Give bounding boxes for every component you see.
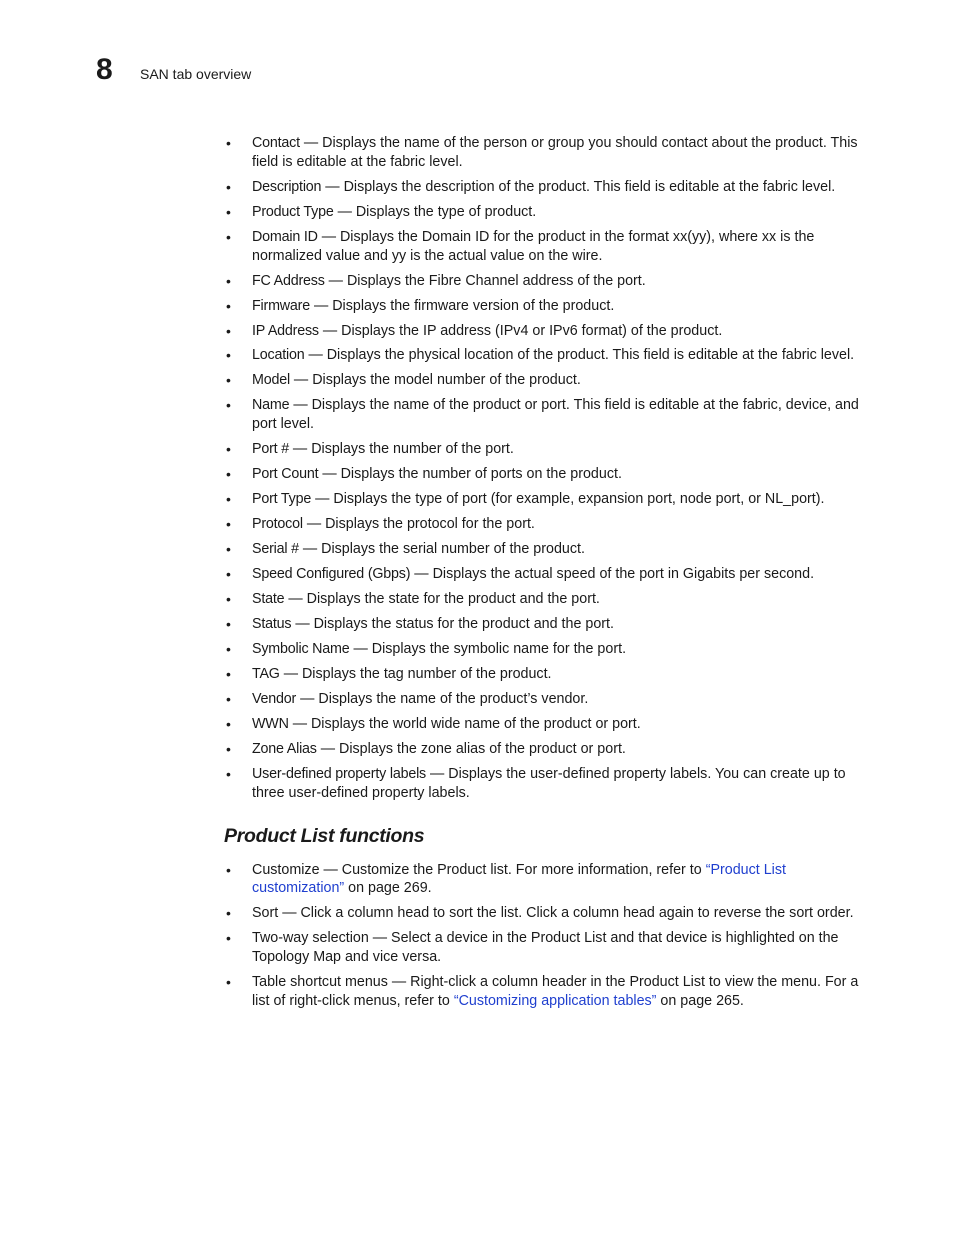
property-item [224, 515, 874, 534]
property-description: Displays the number of the port. [311, 441, 514, 458]
property-term: Speed Configured (Gbps) [252, 566, 411, 583]
property-term: Firmware [252, 297, 310, 314]
running-head: SAN tab overview [140, 66, 252, 82]
property-separator: — [288, 441, 312, 458]
function-text-tail: on page 265. [656, 992, 744, 1009]
property-separator: — [299, 135, 323, 151]
property-description: Displays the protocol for the port. [325, 516, 535, 533]
property-item [224, 465, 874, 484]
property-separator: — [291, 616, 314, 633]
bullet-icon: • [226, 135, 231, 151]
property-separator: — [296, 691, 319, 708]
bullet-icon: • [226, 228, 231, 245]
property-item [224, 272, 874, 291]
property-separator: — [318, 322, 342, 339]
property-term: Status [252, 616, 292, 633]
function-item [224, 861, 874, 899]
property-description: Displays the world wide name of the product or port. [310, 716, 641, 733]
bullet-icon: • [226, 930, 231, 947]
property-separator: — [289, 397, 312, 414]
property-term: Vendor [252, 691, 297, 708]
function-item [224, 973, 874, 1011]
property-term: Protocol [252, 516, 303, 533]
property-item [224, 690, 874, 709]
bullet-icon: • [226, 466, 231, 483]
bullet-icon: • [226, 861, 231, 878]
cross-reference-link[interactable]: “Customizing application tables” [453, 992, 657, 1009]
property-item [224, 440, 874, 459]
property-item [224, 134, 874, 172]
property-separator: — [304, 347, 327, 364]
function-item [224, 929, 874, 967]
chapter-number: 8 [96, 53, 113, 86]
property-separator: — [333, 203, 356, 220]
property-separator: — [318, 466, 341, 483]
bullet-icon: • [226, 974, 231, 991]
property-separator: — [298, 541, 322, 558]
bullet-icon: • [226, 616, 231, 633]
property-description: Displays the status for the product and the port. [313, 616, 614, 633]
property-description: Displays the name of the product or port. This field is editable at the fabric, device, and port level. [252, 397, 859, 433]
bullet-icon: • [226, 716, 231, 733]
property-description: Displays the physical location of the product. This field is editable at the fabric level. [326, 347, 855, 364]
function-text: Customize — Customize the Product list. For more information, refer to [252, 861, 706, 878]
property-term: User-defined property labels [252, 766, 426, 783]
bullet-icon: • [226, 397, 231, 414]
property-item [224, 178, 874, 197]
property-description: Displays the name of the product’s vendor. [318, 691, 589, 708]
property-term: Port # [252, 441, 289, 458]
property-separator: — [279, 666, 302, 683]
property-term: Product Type [252, 203, 334, 220]
property-description: Displays the number of ports on the product. [340, 466, 622, 483]
property-separator: — [284, 591, 307, 608]
property-item [224, 615, 874, 634]
property-description: Displays the user-defined property labels. You can create up to three user-defined property labels. [252, 766, 846, 801]
function-text: Sort — Click a column head to sort the list. Click a column head again to reverse the sort order. [252, 905, 854, 922]
property-separator: — [316, 741, 340, 758]
property-item [224, 590, 874, 609]
property-item [224, 297, 874, 316]
bullet-icon: • [226, 491, 231, 508]
property-description: Displays the Domain ID for the product in the format xx(yy), where xx is the normalized value and yy is the actual value on the wire. [252, 228, 815, 264]
function-list [224, 861, 874, 1011]
property-term: Port Type [252, 491, 312, 508]
property-description: Displays the type of port (for example, expansion port, node port, or NL_port). [333, 491, 825, 508]
section-title: Product List functions [224, 824, 425, 847]
property-separator: — [324, 272, 347, 289]
property-term: Domain ID [252, 228, 318, 245]
bullet-icon: • [226, 641, 231, 658]
bullet-icon: • [226, 347, 231, 364]
bullet-icon: • [226, 541, 231, 558]
property-separator: — [426, 766, 449, 783]
property-description: Displays the state for the product and the port. [306, 591, 600, 608]
property-description: Displays the description of the product. This field is editable at the fabric level. [343, 178, 836, 195]
property-item [224, 665, 874, 684]
property-term: State [252, 591, 285, 608]
property-item [224, 228, 874, 266]
bullet-icon: • [226, 178, 231, 195]
bullet-icon: • [226, 591, 231, 608]
bullet-icon: • [226, 741, 231, 758]
property-list [224, 134, 874, 803]
property-item [224, 565, 874, 584]
bullet-icon: • [226, 691, 231, 708]
property-term: Serial # [252, 541, 299, 558]
property-term: Zone Alias [252, 741, 317, 758]
property-description: Displays the IP address (IPv4 or IPv6 format) of the product. [341, 322, 723, 339]
property-term: TAG [252, 666, 280, 683]
property-separator: — [289, 372, 313, 389]
property-separator: — [410, 566, 433, 583]
property-term: Location [252, 347, 305, 364]
property-description: Displays the symbolic name for the port. [371, 641, 627, 658]
bullet-icon: • [226, 322, 231, 339]
property-description: Displays the actual speed of the port in Gigabits per second. [432, 566, 815, 583]
page-body [224, 134, 874, 1017]
property-item [224, 715, 874, 734]
property-separator: — [302, 516, 326, 533]
property-term: IP Address [252, 322, 319, 339]
function-text-tail: on page 269. [344, 880, 432, 897]
bullet-icon: • [226, 516, 231, 533]
property-separator: — [311, 491, 334, 508]
property-separator: — [321, 178, 344, 195]
property-separator: — [349, 641, 372, 658]
bullet-icon: • [226, 297, 231, 314]
property-item [224, 396, 874, 434]
property-separator: — [317, 228, 340, 245]
bullet-icon: • [226, 666, 231, 683]
property-description: Displays the model number of the product. [312, 372, 581, 389]
property-term: Symbolic Name [252, 641, 350, 658]
property-term: Port Count [252, 466, 319, 483]
property-item [224, 203, 874, 222]
property-term: Contact [252, 135, 300, 151]
property-item [224, 322, 874, 341]
bullet-icon: • [226, 766, 231, 783]
property-item [224, 765, 874, 803]
property-item [224, 540, 874, 559]
property-description: Displays the tag number of the product. [301, 666, 552, 683]
property-description: Displays the type of product. [355, 203, 537, 220]
bullet-icon: • [226, 272, 231, 289]
bullet-icon: • [226, 566, 231, 583]
function-text: Table shortcut menus — Right-click a column header in the Product List to view the menu. For a list of right-click menus, refer to [252, 974, 859, 1009]
property-separator: — [288, 716, 311, 733]
function-text: Two-way selection — Select a device in the Product List and that device is highlighted on the Topology Map and vice versa. [252, 930, 839, 966]
property-term: Model [252, 372, 290, 389]
bullet-icon: • [226, 905, 231, 922]
property-item [224, 640, 874, 659]
bullet-icon: • [226, 441, 231, 458]
property-description: Displays the Fibre Channel address of the port. [346, 272, 646, 289]
property-description: Displays the firmware version of the product. [332, 297, 615, 314]
property-separator: — [309, 297, 333, 314]
property-term: Name [252, 397, 290, 414]
property-item [224, 371, 874, 390]
property-description: Displays the name of the person or group you should contact about the product. This field is editable at the fabric level. [252, 135, 858, 170]
property-item [224, 346, 874, 365]
property-item [224, 490, 874, 509]
bullet-icon: • [226, 372, 231, 389]
function-item [224, 904, 874, 923]
bullet-icon: • [226, 203, 231, 220]
cross-reference-link[interactable]: “Product List customization” [252, 861, 786, 897]
property-description: Displays the serial number of the product. [321, 541, 585, 558]
property-term: FC Address [252, 272, 325, 289]
property-description: Displays the zone alias of the product or port. [339, 741, 626, 758]
property-term: WWN [252, 716, 289, 733]
property-term: Description [252, 178, 322, 195]
property-item [224, 740, 874, 759]
